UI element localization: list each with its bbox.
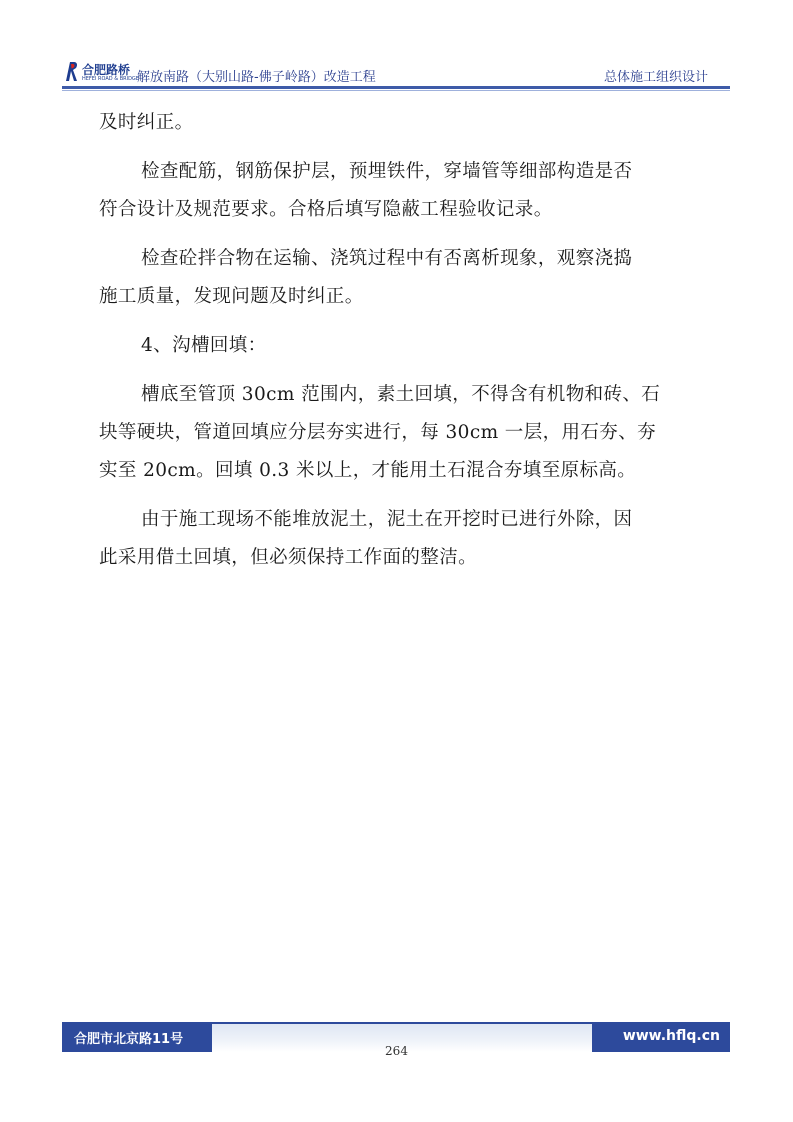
project-title: 解放南路（大别山路-佛子岭路）改造工程 — [137, 70, 376, 85]
logo-english-text: HEFEI ROAD & BRIDGE — [82, 76, 139, 82]
text-line: 施工质量，发现问题及时纠正。 — [99, 286, 364, 307]
paragraph — [99, 153, 719, 229]
text-line: 由于施工现场不能堆放泥土，泥土在开挖时已进行外除，因 — [141, 509, 633, 530]
logo-mark-icon — [64, 60, 80, 82]
company-logo — [62, 60, 139, 86]
text-line: 及时纠正。 — [99, 112, 194, 133]
paragraph — [99, 376, 719, 490]
text-line: 4、沟槽回填： — [141, 335, 267, 356]
page-number: 264 — [385, 1044, 408, 1058]
logo-chinese-text: 合肥路桥 — [82, 63, 131, 77]
header-divider-thin — [62, 90, 730, 91]
text-line: 块等硬块，管道回填应分层夯实进行，每 30cm 一层，用石夯、夯 — [99, 422, 657, 443]
text-line: 实至 20cm。回填 0.3 米以上，才能用土石混合夯填至原标高。 — [99, 460, 637, 481]
text-line: 符合设计及规范要求。合格后填写隐蔽工程验收记录。 — [99, 199, 553, 220]
text-line: 检查砼拌合物在运输、浇筑过程中有否离析现象，观察浇捣 — [141, 248, 633, 269]
section-heading — [99, 327, 719, 365]
paragraph — [99, 104, 719, 142]
footer-address: 合肥市北京路11号 — [74, 1032, 184, 1047]
text-line: 槽底至管顶 30cm 范围内，素土回填，不得含有机物和砖、石 — [141, 384, 661, 405]
footer-website: www.hflq.cn — [622, 1028, 720, 1044]
footer-divider — [212, 1022, 592, 1024]
document-title: 总体施工组织设计 — [603, 70, 708, 85]
paragraph — [99, 240, 719, 316]
paragraph — [99, 501, 719, 577]
header-divider — [62, 86, 730, 89]
text-line: 检查配筋，钢筋保护层，预埋铁件，穿墙管等细部构造是否 — [141, 161, 633, 182]
document-body — [99, 104, 719, 588]
text-line: 此采用借土回填，但必须保持工作面的整洁。 — [99, 547, 478, 568]
